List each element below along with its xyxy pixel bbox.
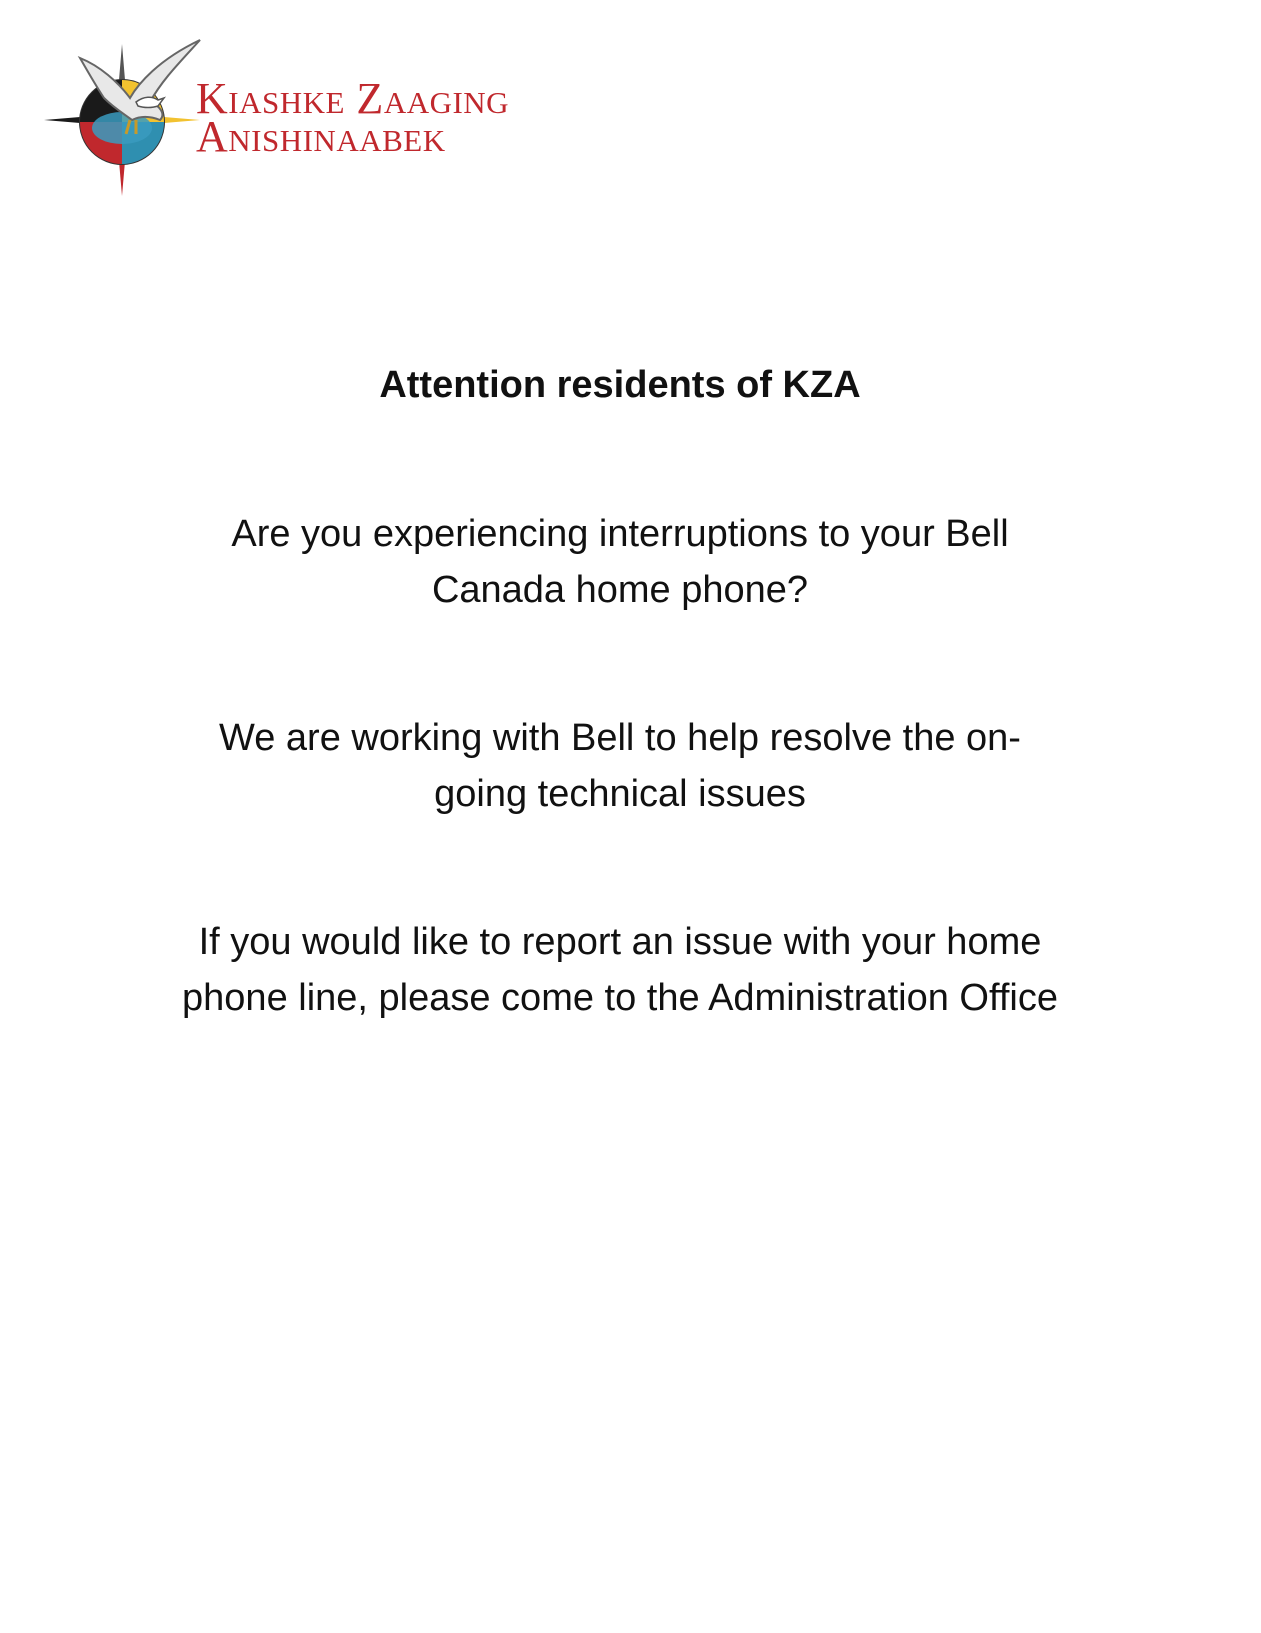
organization-name-line2: Anishinaabek [196, 112, 446, 161]
eagle-medicine-wheel-icon [40, 36, 220, 206]
paragraph-line: phone line, please come to the Administration Office [182, 977, 1058, 1019]
organization-name-line1: Kiashke Zaaging [196, 74, 510, 123]
paragraph-line: going technical issues [434, 773, 806, 815]
organization-name [196, 74, 510, 161]
paragraph-line: Canada home phone? [431, 569, 809, 611]
paragraph-line: Are you experiencing interruptions to your Bell [231, 513, 1009, 555]
organization-logo [40, 36, 560, 206]
notice-paragraph [0, 506, 1240, 618]
notice-headline: Attention residents of KZA [379, 364, 861, 406]
notice-paragraph [0, 914, 1240, 1026]
paragraph-line: If you would like to report an issue with your home [198, 921, 1042, 963]
notice-paragraph [0, 710, 1240, 822]
paragraph-line: We are working with Bell to help resolve the on- [219, 717, 1021, 759]
